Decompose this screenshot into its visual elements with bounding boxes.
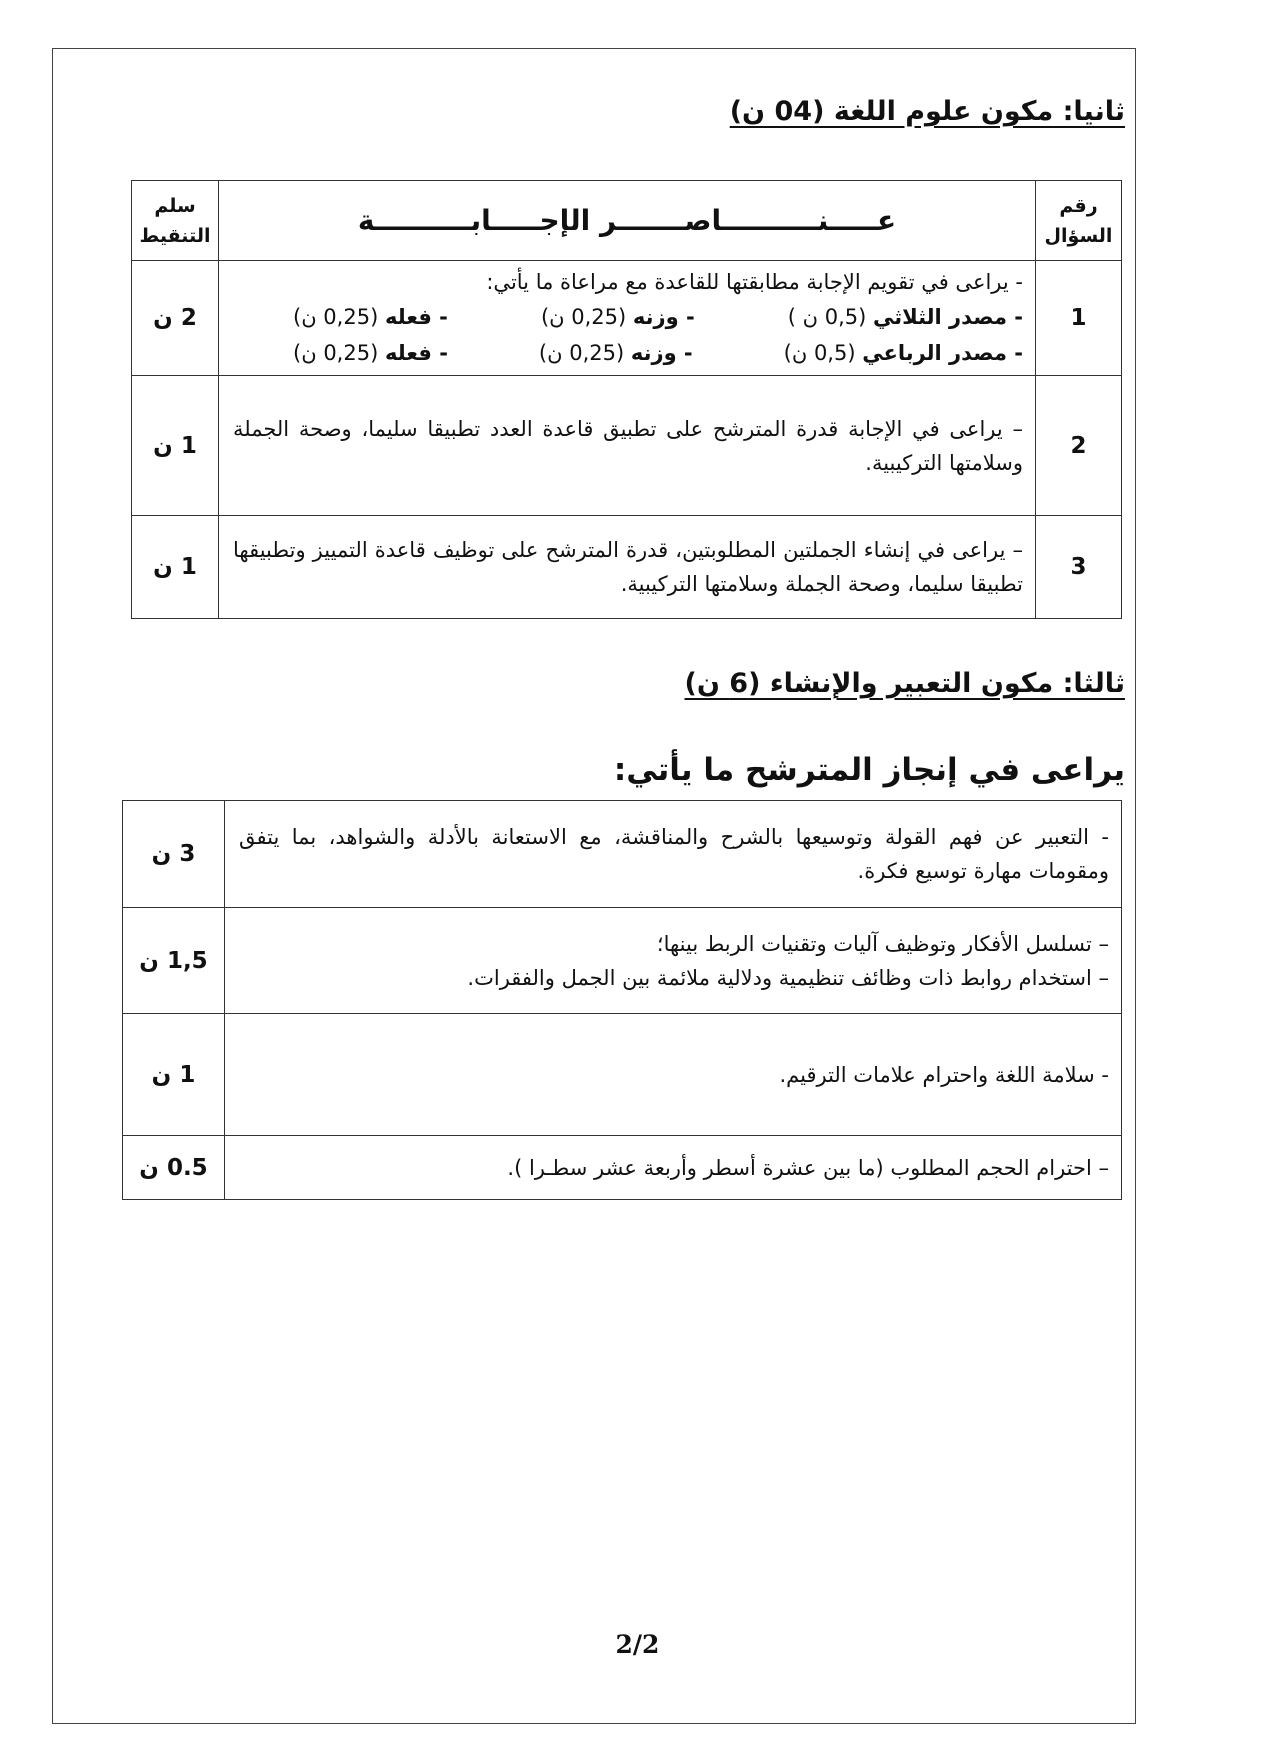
table-row xyxy=(123,908,1122,1014)
table-header-row xyxy=(132,181,1122,261)
criterion: - مصدر الثلاثي (0,5 ن ) xyxy=(787,305,1023,329)
criterion: - فعله (0,25 ن) xyxy=(293,341,448,365)
answer-intro: - يراعى في تقويم الإجابة مطابقتها للقاعدة مع مراعاة ما يأتي: xyxy=(486,270,1023,294)
score-value: 1 ن xyxy=(132,376,219,516)
header-answer-elements: عـــــنــــــــــاصـــــــر الإجـــــابــــــــــة xyxy=(219,181,1036,261)
page-number: 2/2 xyxy=(615,1630,660,1659)
language-sciences-table xyxy=(131,180,1122,619)
score-value: 1,5 ن xyxy=(123,908,225,1014)
criterion-text: - سلامة اللغة واحترام علامات الترقيم. xyxy=(225,1014,1122,1136)
criterion-text: – احترام الحجم المطلوب (ما بين عشرة أسطر وأربعة عشر سطـرا ). xyxy=(225,1136,1122,1200)
section-3-title: ثالثا: مكون التعبير والإنشاء (6 ن) xyxy=(684,668,1125,699)
question-number: 1 xyxy=(1036,261,1122,376)
criterion: - وزنه (0,25 ن) xyxy=(540,305,695,329)
question-number: 2 xyxy=(1036,376,1122,516)
section-2-title: ثانيا: مكون علوم اللغة (04 ن) xyxy=(729,96,1125,127)
table-row xyxy=(123,1014,1122,1136)
answer-elements: – يراعى في الإجابة قدرة المترشح على تطبيق قاعدة العدد تطبيقا سليما، وصحة الجملة وسلامتها التركيبية. xyxy=(219,376,1036,516)
score-value: 2 ن xyxy=(132,261,219,376)
score-value: 1 ن xyxy=(132,516,219,619)
score-value: 0.5 ن xyxy=(123,1136,225,1200)
score-value: 3 ن xyxy=(123,801,225,908)
criterion: - وزنه (0,25 ن) xyxy=(538,341,693,365)
criterion-text: - التعبير عن فهم القولة وتوسيعها بالشرح والمناقشة، مع الاستعانة بالأدلة والشواهد، بما يتفق ومقومات مهارة توسيع فكرة. xyxy=(225,801,1122,908)
table-row xyxy=(132,516,1122,619)
answer-criteria-row xyxy=(233,335,1023,371)
answer-elements xyxy=(219,261,1036,376)
question-number: 3 xyxy=(1036,516,1122,619)
answer-elements: – يراعى في إنشاء الجملتين المطلوبتين، قدرة المترشح على توظيف قاعدة التمييز وتطبيقها تطبيقا سليما، وصحة الجملة وسلامتها التركيبية. xyxy=(219,516,1036,619)
table-row xyxy=(123,801,1122,908)
table-row xyxy=(132,376,1122,516)
table-row xyxy=(123,1136,1122,1200)
criterion: - فعله (0,25 ن) xyxy=(293,305,448,329)
expression-table xyxy=(122,800,1122,1200)
header-question-number: رقم السؤال xyxy=(1036,181,1122,261)
criterion-text: – تسلسل الأفكار وتوظيف آليات وتقنيات الربط بينها؛ – استخدام روابط ذات وظائف تنظيمية ودلالية ملائمة بين الجمل والفقرات. xyxy=(225,908,1122,1014)
answer-criteria-row xyxy=(233,299,1023,335)
header-score-scale: سلم التنقيط xyxy=(132,181,219,261)
table-row xyxy=(132,261,1122,376)
score-value: 1 ن xyxy=(123,1014,225,1136)
section-3-subtitle: يراعى في إنجاز المترشح ما يأتي: xyxy=(613,752,1125,788)
criterion: - مصدر الرباعي (0,5 ن) xyxy=(783,341,1023,365)
